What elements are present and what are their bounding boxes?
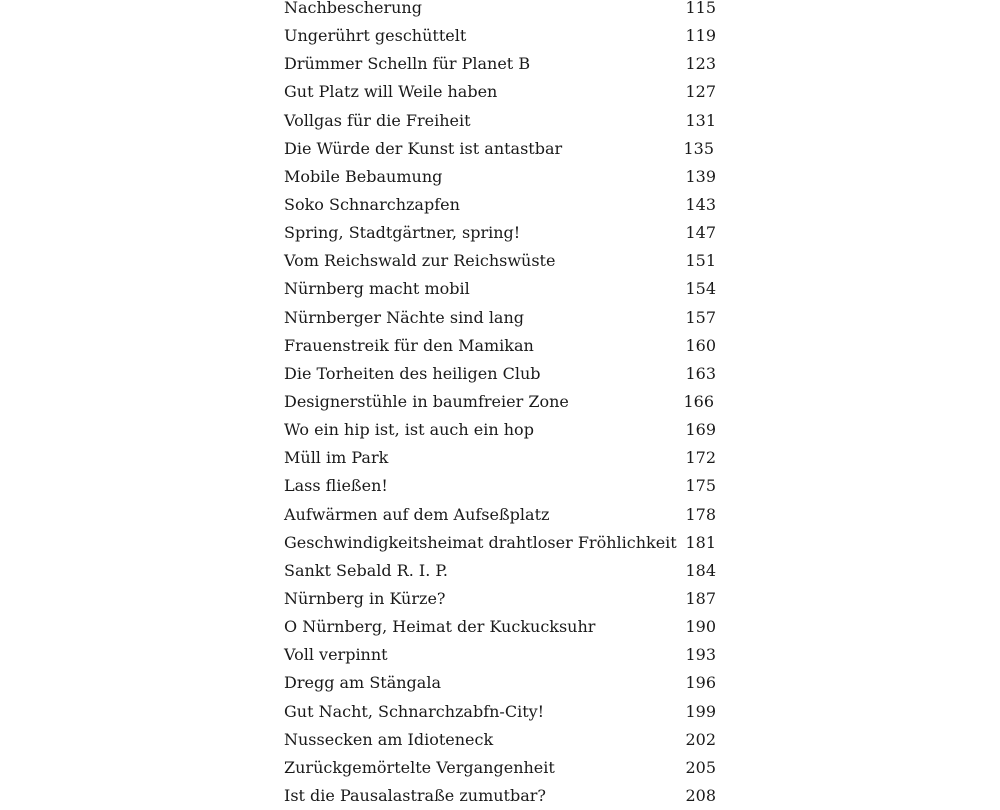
- toc-entry-title: Sankt Sebald R. I. P.: [284, 560, 448, 580]
- toc-entry-page: 135: [683, 138, 714, 158]
- toc-entry-page: 123: [685, 54, 716, 74]
- toc-entry: [284, 163, 724, 191]
- toc-entry: [284, 444, 724, 472]
- toc-entry-title: Zurückgemörtelte Vergangenheit: [284, 757, 555, 777]
- toc-entry: [284, 360, 724, 388]
- toc-entry-title: Mobile Bebaumung: [284, 166, 443, 186]
- toc-entry-title: Vom Reichswald zur Reichswüste: [284, 251, 556, 271]
- toc-entry: [284, 247, 724, 275]
- toc-entry: [284, 219, 724, 247]
- toc-entry: [284, 332, 724, 360]
- toc-entry-page: 154: [685, 279, 716, 299]
- toc-entry-page: 187: [685, 588, 716, 608]
- toc-entry: [284, 191, 724, 219]
- toc-entry-page: 208: [685, 785, 716, 805]
- toc-entry: [284, 641, 724, 669]
- toc-entry-page: 175: [685, 476, 716, 496]
- toc-entry-page: 193: [685, 645, 716, 665]
- toc-entry: [284, 529, 724, 557]
- toc-entry: [284, 0, 724, 22]
- toc-entry-page: 139: [685, 166, 716, 186]
- toc-entry: [284, 698, 724, 726]
- toc-entry-title: Frauenstreik für den Mamikan: [284, 335, 534, 355]
- toc-entry: [284, 782, 724, 810]
- toc-entry: [284, 585, 724, 613]
- toc-entry-title: Die Torheiten des heiligen Club: [284, 363, 541, 383]
- toc-entry: [284, 107, 724, 135]
- toc-entry-title: Müll im Park: [284, 448, 389, 468]
- toc-entry: [284, 304, 724, 332]
- toc-entry-title: Dregg am Stängala: [284, 673, 441, 693]
- toc-entry-page: 151: [685, 251, 716, 271]
- toc-entry-page: 147: [685, 223, 716, 243]
- toc-entry: [284, 22, 724, 50]
- toc-entry-title: Voll verpinnt: [284, 645, 388, 665]
- toc-entry-title: Geschwindigkeitsheimat drahtloser Fröhlichkeit: [284, 532, 677, 552]
- toc-entry-title: Die Würde der Kunst ist antastbar: [284, 138, 563, 158]
- toc-entry-page: 184: [685, 560, 716, 580]
- toc-entry-page: 131: [685, 110, 716, 130]
- toc-entry-page: 205: [685, 757, 716, 777]
- toc-entry-title: O Nürnberg, Heimat der Kuckucksuhr: [284, 617, 596, 637]
- toc-entry: [284, 388, 724, 416]
- toc-entry: [284, 501, 724, 529]
- toc-entry-title: Ungerührt geschüttelt: [284, 26, 467, 46]
- toc-entry-title: Ist die Pausalastraße zumutbar?: [284, 785, 546, 805]
- toc-entry: [284, 50, 724, 78]
- toc-entry-page: 199: [685, 701, 716, 721]
- toc-entry-title: Soko Schnarchzapfen: [284, 194, 460, 214]
- toc-entry-page: 172: [685, 448, 716, 468]
- toc-entry-page: 169: [685, 420, 716, 440]
- toc-entry-page: 157: [685, 307, 716, 327]
- toc-entry: [284, 78, 724, 106]
- toc-entry: [284, 135, 724, 163]
- table-of-contents: [284, 0, 724, 810]
- toc-entry-title: Vollgas für die Freiheit: [284, 110, 471, 130]
- toc-entry-title: Wo ein hip ist, ist auch ein hop: [284, 420, 534, 440]
- toc-entry: [284, 726, 724, 754]
- toc-entry-title: Nürnberg macht mobil: [284, 279, 470, 299]
- toc-entry: [284, 275, 724, 303]
- toc-entry-page: 115: [685, 0, 716, 17]
- toc-entry: [284, 669, 724, 697]
- toc-entry: [284, 754, 724, 782]
- toc-entry-title: Designerstühle in baumfreier Zone: [284, 391, 569, 411]
- toc-entry-page: 181: [685, 532, 716, 552]
- toc-entry-page: 166: [683, 391, 714, 411]
- toc-entry-title: Nachbescherung: [284, 0, 422, 17]
- toc-entry-page: 178: [685, 504, 716, 524]
- toc-entry: [284, 613, 724, 641]
- toc-entry-title: Nürnberg in Kürze?: [284, 588, 446, 608]
- toc-entry-title: Drümmer Schelln für Planet B: [284, 54, 531, 74]
- toc-entry-page: 163: [685, 363, 716, 383]
- toc-entry-title: Aufwärmen auf dem Aufseßplatz: [284, 504, 550, 524]
- toc-entry-page: 190: [685, 617, 716, 637]
- toc-entry-page: 119: [685, 26, 716, 46]
- toc-entry-title: Gut Nacht, Schnarchzabfn-City!: [284, 701, 545, 721]
- toc-entry-title: Nussecken am Idioteneck: [284, 729, 494, 749]
- toc-entry-page: 160: [685, 335, 716, 355]
- toc-entry-page: 196: [685, 673, 716, 693]
- toc-entry: [284, 472, 724, 500]
- toc-entry-title: Gut Platz will Weile haben: [284, 82, 498, 102]
- toc-entry-title: Nürnberger Nächte sind lang: [284, 307, 525, 327]
- toc-entry: [284, 557, 724, 585]
- toc-entry-title: Spring, Stadtgärtner, spring!: [284, 223, 521, 243]
- toc-entry-title: Lass fließen!: [284, 476, 388, 496]
- toc-entry-page: 143: [685, 194, 716, 214]
- toc-entry-page: 202: [685, 729, 716, 749]
- toc-entry-page: 127: [685, 82, 716, 102]
- toc-entry: [284, 416, 724, 444]
